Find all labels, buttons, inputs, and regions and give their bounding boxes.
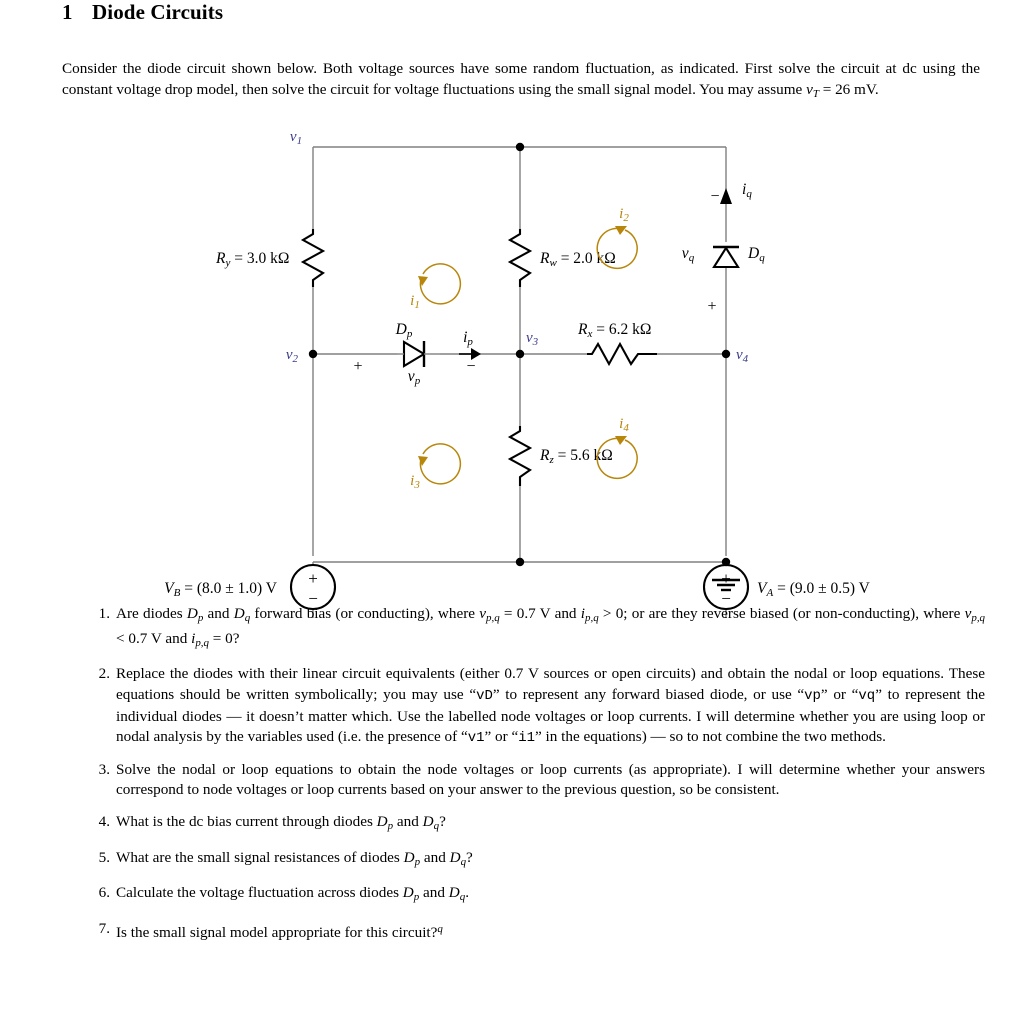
question-number: 2. bbox=[98, 665, 110, 683]
question-number: 6. bbox=[98, 884, 110, 902]
question-text: Is the small signal model appropriate for this circuit?$^q$ bbox=[116, 922, 443, 941]
question-number: 3. bbox=[98, 760, 110, 778]
math-symbol: $v_{p,q}$ bbox=[964, 605, 986, 625]
voltage-source-VA-label: VA = (9.0 ± 0.5) V bbox=[757, 580, 870, 599]
voltage-source-VB-label: VB = (8.0 ± 1.0) V bbox=[164, 580, 277, 599]
node-label-v1: $v_1$ bbox=[289, 129, 303, 147]
diode-Dp-label: Dp bbox=[395, 321, 413, 340]
math-symbol: $D_p$ bbox=[186, 605, 204, 625]
code-token: v1 bbox=[467, 730, 485, 747]
resistor-Rx bbox=[577, 321, 657, 364]
node-label-v4: $v_4$ bbox=[736, 347, 749, 365]
math-symbol: $D_p$ bbox=[402, 884, 420, 904]
node-label-v2: $v_2$ bbox=[285, 347, 298, 365]
junction-dot-v2 bbox=[309, 350, 317, 358]
voltage-source-VA-minus: − bbox=[721, 589, 731, 608]
question-item bbox=[80, 760, 985, 801]
diode-Dq bbox=[682, 188, 765, 315]
diode-Dq-voltage-label: vq bbox=[681, 245, 695, 264]
question-text: What are the small signal resistances of diodes $D_p$ and $D_q$? bbox=[116, 848, 473, 868]
current-iq-arrow bbox=[720, 181, 752, 204]
resistor-Ry bbox=[215, 229, 323, 287]
math-symbol: $D_p$ bbox=[403, 848, 421, 868]
node-label-v3: $v_3$ bbox=[526, 330, 539, 348]
math-symbol: $D_q$ bbox=[449, 848, 467, 868]
node-labels bbox=[286, 129, 749, 365]
question-item bbox=[80, 848, 985, 873]
question-list bbox=[80, 604, 985, 943]
junction-dot-ground bbox=[722, 558, 730, 566]
resistor-Rx-label: Rx = 6.2 kΩ bbox=[578, 321, 652, 340]
voltage-source-VB-plus: + bbox=[308, 569, 318, 588]
question-text: Are diodes $D_p$ and $D_q$ forward bias (or conducting), where $v_{p,q} = 0.7$ V and $i_{p,q} > 0$; or are they reverse biased (or non-conducting), where $v_{p,q} < 0.7$ V and $i_{p,q} = 0$? bbox=[116, 605, 986, 649]
code-token: vp bbox=[804, 687, 821, 704]
math-superscript: q bbox=[437, 922, 443, 935]
loop-current-i3-label: $i_3$ bbox=[410, 473, 420, 491]
voltage-source-VB-minus: − bbox=[308, 589, 318, 608]
current-ip-arrow bbox=[459, 329, 481, 360]
loop-current-i3 bbox=[410, 444, 460, 491]
voltage-source-VA-plus: + bbox=[721, 569, 731, 588]
question-item bbox=[80, 919, 985, 944]
math-symbol: $i_{p,q}$ bbox=[191, 629, 209, 649]
question-number: 4. bbox=[98, 812, 110, 830]
code-token: vD bbox=[476, 687, 493, 704]
loop-current-i1-label: $i_1$ bbox=[410, 293, 420, 311]
math-symbol: $D_q$ bbox=[448, 884, 466, 904]
junction-dot-bottom-middle bbox=[516, 558, 524, 566]
current-ip-label: ip bbox=[463, 329, 473, 348]
diode-Dp-minus-sign: − bbox=[466, 358, 476, 375]
question-item bbox=[80, 883, 985, 908]
junction-dot-top-middle bbox=[516, 143, 524, 151]
current-iq-label: iq bbox=[742, 181, 752, 200]
question-number: 5. bbox=[98, 848, 110, 866]
intro-text: Consider the diode circuit shown below. Both voltage sources have some random fluctuation, as indicated. First solve the circuit at dc using the constant voltage drop model, then solve the circuit for voltage fluctuations using the small signal model. You may assume bbox=[62, 60, 980, 98]
diode-Dq-label: Dq bbox=[748, 245, 765, 264]
question-number: 1. bbox=[98, 605, 110, 622]
junction-dot-v4 bbox=[722, 350, 730, 358]
circuit-diagram bbox=[0, 128, 1024, 608]
code-token: vq bbox=[858, 687, 876, 704]
question-item bbox=[80, 812, 985, 837]
loop-current-i4-label: $i_4$ bbox=[619, 416, 629, 434]
resistor-Rw-label: Rw = 2.0 kΩ bbox=[540, 250, 616, 269]
math-symbol: $i_{p,q}$ bbox=[580, 605, 599, 625]
junction-dot-v3 bbox=[516, 350, 524, 358]
loop-current-i1 bbox=[410, 264, 460, 311]
math-symbol: $D_q$ bbox=[422, 812, 440, 832]
loop-current-i2-label: $i_2$ bbox=[619, 206, 629, 224]
diode-Dq-minus-sign: − bbox=[710, 188, 720, 205]
page-title bbox=[62, 0, 982, 25]
question-item bbox=[80, 604, 985, 653]
code-token: i1 bbox=[518, 730, 535, 747]
diode-Dq-plus-sign: + bbox=[707, 298, 717, 315]
resistor-Rz-label: Rz = 5.6 kΩ bbox=[540, 447, 613, 466]
math-symbol: $v_{p,q}$ bbox=[479, 605, 500, 625]
resistor-Ry-label: Ry = 3.0 kΩ bbox=[216, 250, 290, 269]
question-item bbox=[80, 664, 985, 748]
question-number: 7. bbox=[98, 919, 110, 937]
intro-paragraph bbox=[62, 59, 980, 104]
math-symbol: $D_p$ bbox=[376, 812, 394, 832]
thermal-voltage-symbol: v bbox=[806, 80, 813, 98]
question-text: Calculate the voltage fluctuation across diodes $D_p$ and $D_q$. bbox=[116, 884, 469, 904]
question-text: Solve the nodal or loop equations to obtain the node voltages or loop currents (as appropriate). I will determine whether your answers correspond to node voltages or loop currents based on your answer to the previous question, so be consistent. bbox=[116, 760, 985, 799]
thermal-voltage-subscript: T bbox=[812, 87, 819, 100]
question-text: Replace the diodes with their linear circuit equivalents (either 0.7 V sources or open circuits) and obtain the nodal or loop equations. These equations should be written symbolically; you may use “vD” to represent any forward biased diode, or use “vp” or “vq” to represent the individual diodes — it doesn’t matter which. Use the labelled node voltages or loop currents. I will determine whether you are using loop or nodal analysis by the variables used (i.e. the presence of “v1” or “i1” in the equations) — so to not combine the two methods. bbox=[116, 665, 985, 747]
diode-Dp-plus-sign: + bbox=[353, 358, 363, 375]
diode-Dp-voltage-label: vp bbox=[407, 368, 421, 387]
section-number: 1 bbox=[62, 0, 73, 24]
circuit-wires bbox=[313, 147, 726, 618]
question-text: What is the dc bias current through diodes $D_p$ and $D_q$? bbox=[116, 812, 446, 832]
math-symbol: $D_q$ bbox=[233, 605, 251, 625]
thermal-voltage-value: = 26 mV. bbox=[818, 80, 879, 98]
voltage-source-VB bbox=[164, 565, 335, 609]
voltage-source-VA bbox=[704, 565, 871, 609]
section-title: Diode Circuits bbox=[92, 0, 224, 24]
